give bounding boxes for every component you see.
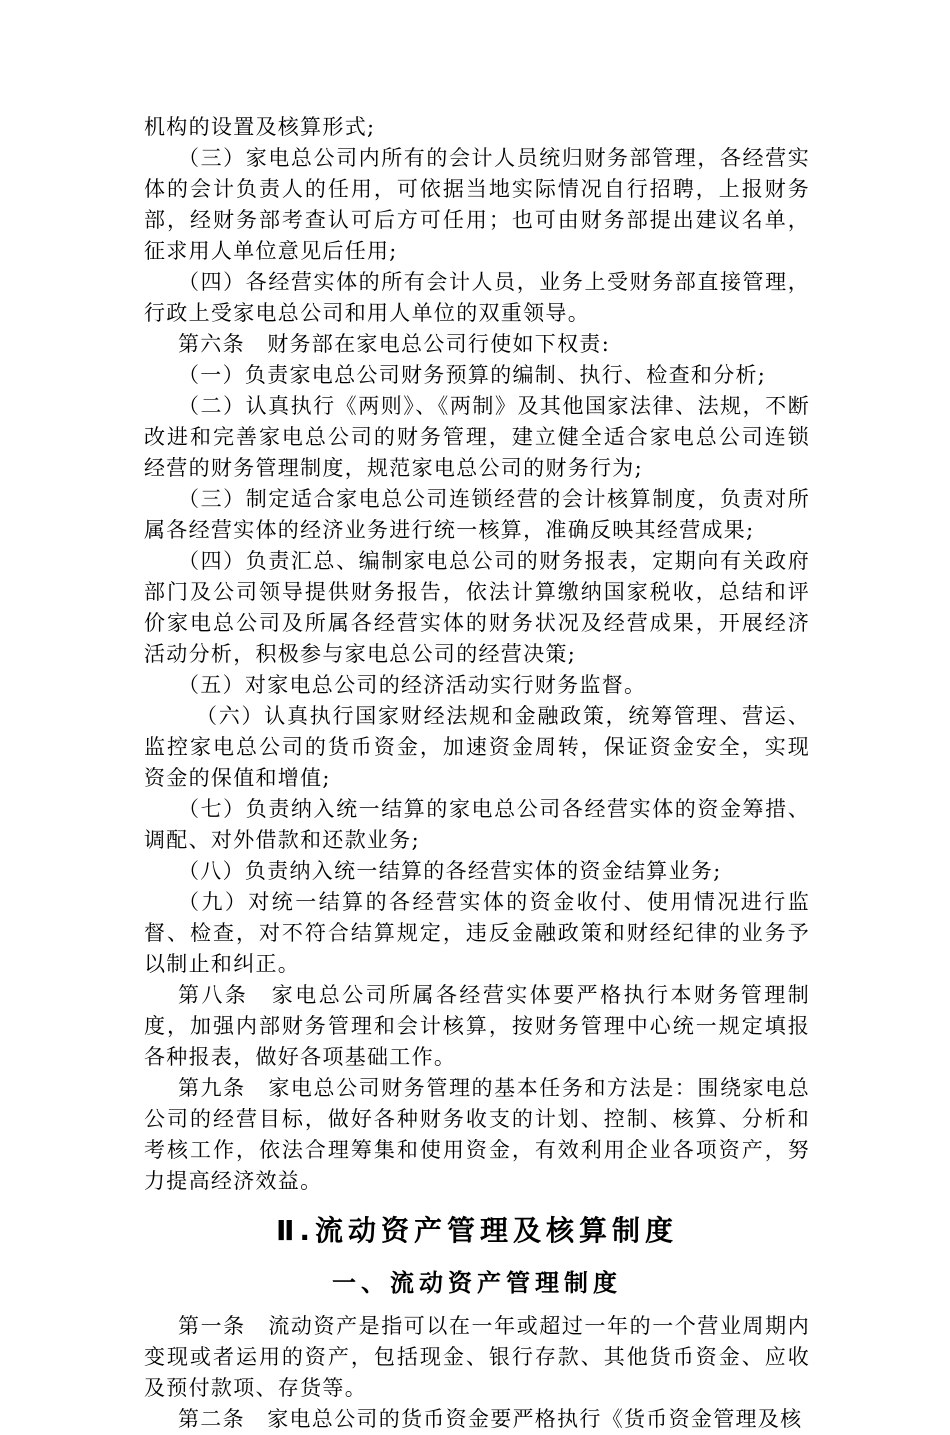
paragraph: （九）对统一结算的各经营实体的资金收付、使用情况进行监督、检查，对不符合结算规定，违反金融政策和财经纪律的业务予以制止和纠正。 (144, 890, 810, 976)
paragraph: （二）认真执行《两则》、《两制》及其他国家法律、法规，不断改进和完善家电总公司的财务管理，建立健全适合家电总公司连锁经营的财务管理制度，规范家电总公司的财务行为; (144, 394, 810, 480)
paragraph: （一）负责家电总公司财务预算的编制、执行、检查和分析; (178, 363, 767, 387)
paragraph: （三）家电总公司内所有的会计人员统归财务部管理，各经营实体的会计负责人的任用，可依据当地实际情况自行招聘，上报财务部，经财务部考查认可后方可任用；也可由财务部提出建议名单，征求用人单位意见后任用; (144, 146, 810, 263)
paragraph: 机构的设置及核算形式; (144, 115, 376, 139)
paragraph: （五）对家电总公司的经济活动实行财务监督。 (178, 673, 647, 697)
paragraph: （七）负责纳入统一结算的家电总公司各经营实体的资金筹措、调配、对外借款和还款业务; (144, 797, 810, 852)
article-paragraph: 第一条 流动资产是指可以在一年或超过一年的一个营业周期内变现或者运用的资产，包括现金、银行存款、其他货币资金、应收及预付款项、存货等。 (144, 1314, 810, 1400)
article-paragraph: 第二条 家电总公司的货币资金要严格执行《货币资金管理及核 (178, 1407, 803, 1431)
document-page (144, 112, 810, 1435)
article-paragraph: 第八条 家电总公司所属各经营实体要严格执行本财务管理制度，加强内部财务管理和会计核算，按财务管理中心统一规定填报各种报表，做好各项基础工作。 (144, 983, 810, 1069)
section-title: Ⅱ.流动资产管理及核算制度 (275, 1214, 679, 1247)
paragraph: （四）负责汇总、编制家电总公司的财务报表，定期向有关政府部门及公司领导提供财务报告，依法计算缴纳国家税收，总结和评价家电总公司及所属各经营实体的财务状况及经营成果，开展经济活动分析，积极参与家电总公司的经营决策; (144, 549, 810, 666)
paragraph: （六）认真执行国家财经法规和金融政策，统筹管理、营运、监控家电总公司的货币资金，加速资金周转，保证资金安全，实现资金的保值和增值; (144, 704, 810, 790)
article-heading: 第六条 财务部在家电总公司行使如下权责: (178, 332, 611, 356)
paragraph: （八）负责纳入统一结算的各经营实体的资金结算业务; (178, 859, 722, 883)
paragraph: （三）制定适合家电总公司连锁经营的会计核算制度，负责对所属各经营实体的经济业务进行统一核算，准确反映其经营成果; (144, 487, 810, 542)
article-paragraph: 第九条 家电总公司财务管理的基本任务和方法是：围绕家电总公司的经营目标，做好各种财务收支的计划、控制、核算、分析和考核工作，依法合理筹集和使用资金，有效利用企业各项资产，努力提高经济效益。 (144, 1076, 810, 1193)
subsection-title: 一、流动资产管理制度 (332, 1269, 622, 1297)
paragraph: （四）各经营实体的所有会计人员，业务上受财务部直接管理，行政上受家电总公司和用人单位的双重领导。 (144, 270, 810, 325)
